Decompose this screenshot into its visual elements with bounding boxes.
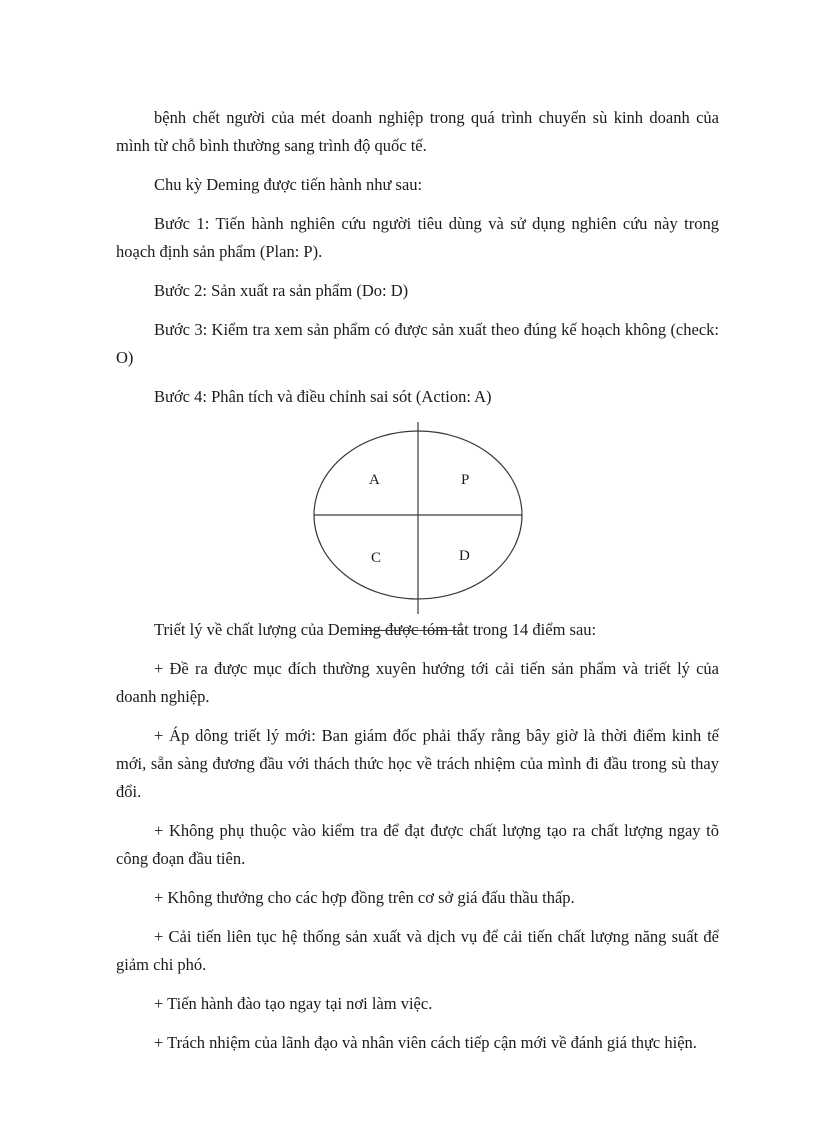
diagram-line-artifact [361,630,464,631]
quadrant-label-d: D [458,548,470,564]
paragraph-triet-ly-intro [116,616,719,644]
paragraph-point-3: + Không phụ thuộc vào kiểm tra để đạt được chất lượng tạo ra chất lượng ngay tõ công đoạn đầu tiên. [116,821,719,868]
paragraph-buoc-4: Bước 4: Phân tích và điều chỉnh sai sót (Action: A) [154,387,492,406]
paragraph-chu-ky-deming: Chu kỳ Deming được tiến hành như sau: [154,175,423,194]
paragraph-buoc-2: Bước 2: Sản xuất ra sản phẩm (Do: D) [154,281,409,300]
paragraph-buoc-1: Bước 1: Tiến hành nghiên cứu người tiêu dùng và sử dụng nghiên cứu này trong hoạch định sản phẩm (Plan: P). [116,214,719,261]
quadrant-label-p: P [460,472,469,488]
paragraph-intro: bệnh chết người của mét doanh nghiệp trong quá trình chuyển sù kinh doanh của mình từ chỗ bình thường sang trình độ quốc tế. [116,108,719,155]
paragraph-point-5: + Cải tiến liên tục hệ thống sản xuất và dịch vụ để cải tiến chất lượng năng suất để giảm chi phó. [116,927,719,974]
quadrant-label-a: A [368,472,380,488]
deming-cycle-diagram [116,422,719,614]
paragraph-triet-ly-text: Triết lý về chất lượng của Deming được tóm tắt trong 14 điểm sau: [154,620,597,639]
paragraph-point-4: + Không thưởng cho các hợp đồng trên cơ sở giá đấu thầu thấp. [154,888,575,907]
paragraph-point-1: + Đề ra được mục đích thường xuyên hướng tới cải tiến sản phẩm và triết lý của doanh nghiệp. [116,659,719,706]
paragraph-buoc-3: Bước 3: Kiểm tra xem sản phẩm có được sản xuất theo đúng kế hoạch không (check: O) [116,320,719,367]
paragraph-point-6: + Tiến hành đào tạo ngay tại nơi làm việc. [154,994,433,1013]
paragraph-point-7: + Trách nhiệm của lãnh đạo và nhân viên cách tiếp cận mới về đánh giá thực hiện. [154,1033,697,1052]
deming-cycle-svg [303,422,533,614]
quadrant-label-c: C [370,550,381,566]
paragraph-point-2: + Áp dông triết lý mới: Ban giám đốc phải thấy rằng bây giờ là thời điểm kinh tế mới, sẵn sàng đương đầu với thách thức học về trách nhiệm của mình đi đầu trong sù thay đổi. [116,726,719,801]
